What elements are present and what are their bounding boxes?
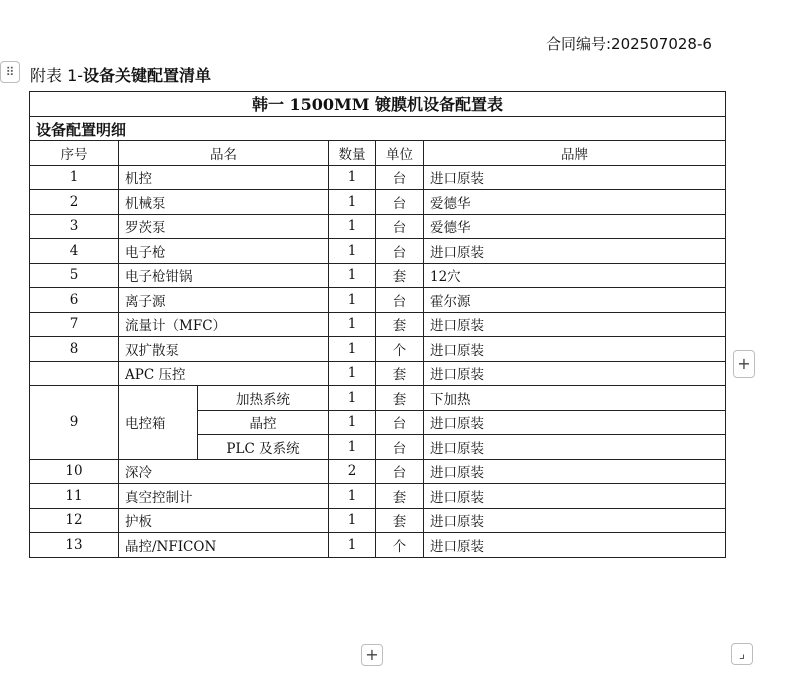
table-row-apc (30, 361, 726, 386)
cell-index: 1 (30, 165, 119, 190)
table-row (30, 263, 726, 288)
attachment-name: 设备关键配置清单 (83, 66, 212, 85)
cell-qty: 1 (329, 361, 376, 386)
cell-name: 罗茨泵 (119, 214, 329, 239)
cell-name: 真空控制计 (119, 484, 329, 509)
cell-brand: 霍尔源 (424, 288, 726, 313)
cell-index: 12 (30, 508, 119, 533)
table-row (30, 214, 726, 239)
header-name: 品名 (119, 141, 329, 166)
cell-brand: 进口原装 (424, 165, 726, 190)
cell-name: 电子枪钳锅 (119, 263, 329, 288)
add-column-button[interactable]: + (733, 350, 755, 378)
header-index: 序号 (30, 141, 119, 166)
cell-index: 10 (30, 459, 119, 484)
cell-name: 离子源 (119, 288, 329, 313)
cell-qty: 1 (329, 165, 376, 190)
cell-unit: 个 (376, 533, 424, 558)
cell-brand: 进口原装 (424, 361, 726, 386)
table-drag-handle-icon[interactable]: ⠿ (0, 61, 20, 83)
config-table (29, 91, 726, 558)
header-row (30, 141, 726, 166)
cell-unit: 套 (376, 312, 424, 337)
cell-name: 流量计（MFC） (119, 312, 329, 337)
cell-name: 机控 (119, 165, 329, 190)
cell-index: 11 (30, 484, 119, 509)
cell-brand: 12穴 (424, 263, 726, 288)
cell-unit: 台 (376, 190, 424, 215)
resize-table-icon[interactable]: ⌟ (731, 643, 753, 665)
cell-sub-name: 晶控 (198, 410, 329, 435)
attachment-title (30, 63, 211, 86)
cell-sub-name: PLC 及系统 (198, 435, 329, 460)
cell-qty: 1 (329, 337, 376, 362)
cell-name: 双扩散泵 (119, 337, 329, 362)
table-title: 韩一 1500MM 镀膜机设备配置表 (30, 92, 726, 117)
table-row (30, 190, 726, 215)
table-body-top (30, 165, 726, 361)
cell-brand: 爱德华 (424, 214, 726, 239)
add-row-button[interactable]: + (361, 644, 383, 666)
cell-brand: 进口原装 (424, 508, 726, 533)
table-body-group (30, 361, 726, 459)
cell-qty: 1 (329, 214, 376, 239)
cell-index: 13 (30, 533, 119, 558)
table-row (30, 165, 726, 190)
contract-number: 合同编号:202507028-6 (546, 35, 712, 53)
cell-name: 护板 (119, 508, 329, 533)
cell-name: 晶控/NFICON (119, 533, 329, 558)
cell-brand: 进口原装 (424, 435, 726, 460)
cell-brand: 进口原装 (424, 312, 726, 337)
table-row (30, 484, 726, 509)
table-row (30, 337, 726, 362)
cell-unit: 台 (376, 435, 424, 460)
table-row (30, 533, 726, 558)
cell-brand: 进口原装 (424, 533, 726, 558)
cell-name: 电子枪 (119, 239, 329, 264)
cell-unit: 套 (376, 361, 424, 386)
cell-unit: 个 (376, 337, 424, 362)
cell-unit: 套 (376, 386, 424, 411)
cell-qty: 2 (329, 459, 376, 484)
cell-qty: 1 (329, 386, 376, 411)
cell-name: APC 压控 (119, 361, 329, 386)
cell-brand: 进口原装 (424, 337, 726, 362)
cell-qty: 1 (329, 410, 376, 435)
cell-unit: 台 (376, 239, 424, 264)
cell-qty: 1 (329, 533, 376, 558)
cell-index: 3 (30, 214, 119, 239)
table-body-bottom (30, 459, 726, 557)
cell-qty: 1 (329, 239, 376, 264)
cell-index: 6 (30, 288, 119, 313)
table-row (30, 312, 726, 337)
header-unit: 单位 (376, 141, 424, 166)
cell-name: 深冷 (119, 459, 329, 484)
cell-qty: 1 (329, 288, 376, 313)
cell-unit: 台 (376, 165, 424, 190)
table-row (30, 459, 726, 484)
cell-unit: 套 (376, 484, 424, 509)
header-qty: 数量 (329, 141, 376, 166)
cell-unit: 套 (376, 508, 424, 533)
cell-sub-name: 加热系统 (198, 386, 329, 411)
cell-brand: 进口原装 (424, 459, 726, 484)
cell-brand: 下加热 (424, 386, 726, 411)
table-row (30, 508, 726, 533)
cell-qty: 1 (329, 312, 376, 337)
cell-index: 5 (30, 263, 119, 288)
cell-index: 8 (30, 337, 119, 362)
cell-unit: 套 (376, 263, 424, 288)
table-row (30, 239, 726, 264)
cell-index: 4 (30, 239, 119, 264)
table-row-sub (30, 386, 726, 411)
cell-brand: 爱德华 (424, 190, 726, 215)
cell-qty: 1 (329, 190, 376, 215)
cell-group-name: 电控箱 (119, 386, 198, 460)
cell-index-empty (30, 361, 119, 386)
attachment-prefix: 附表 1- (30, 66, 84, 85)
cell-qty: 1 (329, 263, 376, 288)
cell-qty: 1 (329, 508, 376, 533)
cell-unit: 台 (376, 410, 424, 435)
table-row (30, 288, 726, 313)
cell-qty: 1 (329, 435, 376, 460)
header-brand: 品牌 (424, 141, 726, 166)
cell-index: 9 (30, 386, 119, 460)
cell-qty: 1 (329, 484, 376, 509)
cell-name: 机械泵 (119, 190, 329, 215)
cell-brand: 进口原装 (424, 410, 726, 435)
cell-unit: 台 (376, 288, 424, 313)
cell-index: 7 (30, 312, 119, 337)
cell-unit: 台 (376, 214, 424, 239)
cell-unit: 台 (376, 459, 424, 484)
section-title: 设备配置明细 (30, 116, 726, 141)
cell-index: 2 (30, 190, 119, 215)
cell-brand: 进口原装 (424, 484, 726, 509)
cell-brand: 进口原装 (424, 239, 726, 264)
